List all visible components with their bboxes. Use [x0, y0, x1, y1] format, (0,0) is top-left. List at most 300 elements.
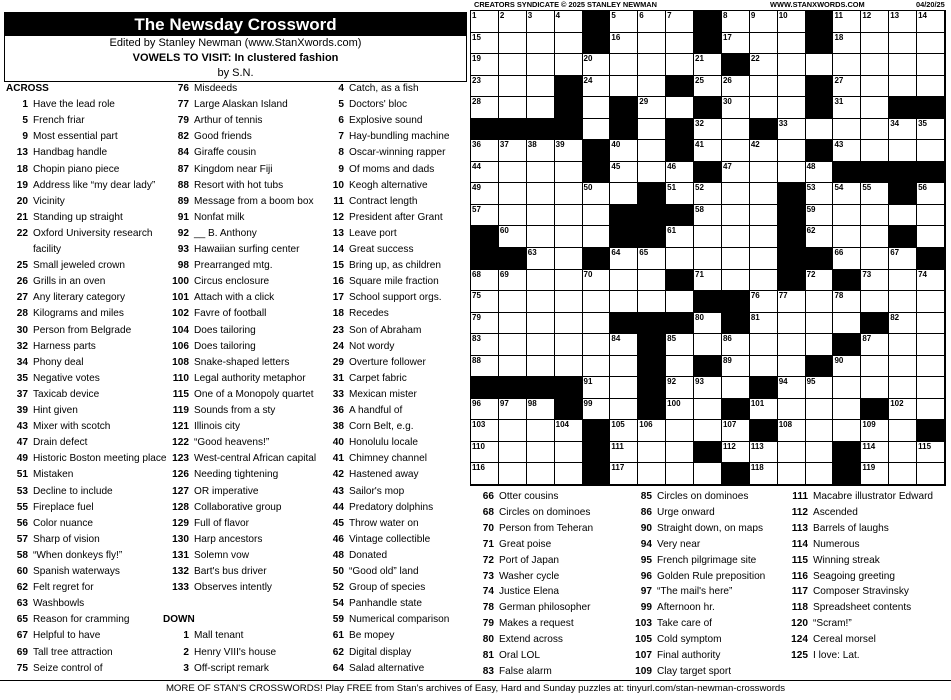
grid-cell[interactable]: [917, 313, 945, 335]
grid-cell[interactable]: [499, 205, 527, 227]
grid-cell[interactable]: [527, 97, 555, 119]
grid-cell[interactable]: [917, 442, 945, 464]
grid-cell[interactable]: [889, 140, 917, 162]
grid-cell[interactable]: [666, 33, 694, 55]
grid-block: [666, 205, 694, 227]
grid-cell[interactable]: [778, 76, 806, 98]
grid-cell[interactable]: [833, 76, 861, 98]
grid-cell[interactable]: [666, 399, 694, 421]
grid-cell[interactable]: [917, 33, 945, 55]
grid-cell[interactable]: [750, 334, 778, 356]
grid-cell[interactable]: [722, 270, 750, 292]
grid-cell[interactable]: [471, 33, 499, 55]
grid-cell[interactable]: [555, 226, 583, 248]
grid-cell[interactable]: [666, 54, 694, 76]
grid-cell[interactable]: [555, 183, 583, 205]
grid-cell[interactable]: [750, 205, 778, 227]
grid-cell[interactable]: [555, 313, 583, 335]
grid-cell[interactable]: [861, 356, 889, 378]
grid-cell[interactable]: [527, 334, 555, 356]
grid-cell[interactable]: [917, 334, 945, 356]
grid-cell[interactable]: [638, 97, 666, 119]
grid-cell[interactable]: [778, 291, 806, 313]
crossword-grid[interactable]: [470, 10, 946, 486]
grid-cell[interactable]: [833, 119, 861, 141]
grid-cell[interactable]: [555, 140, 583, 162]
grid-cell[interactable]: [778, 313, 806, 335]
grid-cell[interactable]: [833, 183, 861, 205]
grid-cell[interactable]: [555, 54, 583, 76]
grid-cell[interactable]: [638, 442, 666, 464]
grid-cell[interactable]: [499, 334, 527, 356]
grid-cell[interactable]: [806, 399, 834, 421]
grid-cell[interactable]: [610, 270, 638, 292]
grid-cell[interactable]: [638, 270, 666, 292]
grid-cell[interactable]: [694, 313, 722, 335]
clue-text: West-central African capital: [194, 453, 317, 465]
grid-cell[interactable]: [610, 377, 638, 399]
grid-cell[interactable]: [778, 140, 806, 162]
grid-cell[interactable]: [666, 356, 694, 378]
grid-cell[interactable]: [527, 183, 555, 205]
grid-cell[interactable]: [861, 33, 889, 55]
grid-cell[interactable]: [638, 162, 666, 184]
grid-cell[interactable]: [499, 97, 527, 119]
grid-cell[interactable]: [610, 54, 638, 76]
grid-cell[interactable]: [778, 54, 806, 76]
grid-cell[interactable]: [694, 54, 722, 76]
grid-cell[interactable]: [778, 119, 806, 141]
grid-cell[interactable]: [471, 11, 499, 33]
grid-cell[interactable]: [555, 162, 583, 184]
grid-cell[interactable]: [471, 270, 499, 292]
grid-cell[interactable]: [610, 162, 638, 184]
grid-cell[interactable]: [750, 399, 778, 421]
grid-cell[interactable]: [555, 11, 583, 33]
grid-cell[interactable]: [527, 205, 555, 227]
grid-cell[interactable]: [889, 11, 917, 33]
grid-cell[interactable]: [583, 313, 611, 335]
grid-cell[interactable]: [583, 270, 611, 292]
grid-cell[interactable]: [861, 226, 889, 248]
grid-cell[interactable]: [917, 399, 945, 421]
grid-cell[interactable]: [889, 399, 917, 421]
grid-cell[interactable]: [917, 205, 945, 227]
grid-cell[interactable]: [889, 33, 917, 55]
cell-number: 56: [918, 183, 928, 193]
grid-cell[interactable]: [638, 119, 666, 141]
grid-cell[interactable]: [806, 442, 834, 464]
grid-cell[interactable]: [889, 205, 917, 227]
grid-cell[interactable]: [499, 183, 527, 205]
grid-cell[interactable]: [610, 33, 638, 55]
grid-cell[interactable]: [778, 377, 806, 399]
grid-cell[interactable]: [833, 205, 861, 227]
grid-cell[interactable]: [722, 183, 750, 205]
grid-cell[interactable]: [666, 334, 694, 356]
grid-cell[interactable]: [750, 356, 778, 378]
grid-cell[interactable]: [889, 334, 917, 356]
grid-cell[interactable]: [750, 270, 778, 292]
grid-cell[interactable]: [806, 270, 834, 292]
grid-cell[interactable]: [722, 140, 750, 162]
grid-cell[interactable]: [499, 270, 527, 292]
grid-cell[interactable]: [666, 420, 694, 442]
grid-cell[interactable]: [778, 334, 806, 356]
grid-cell[interactable]: [889, 313, 917, 335]
grid-cell[interactable]: [610, 420, 638, 442]
grid-cell[interactable]: [499, 140, 527, 162]
grid-cell[interactable]: [583, 377, 611, 399]
grid-cell[interactable]: [806, 119, 834, 141]
grid-cell[interactable]: [527, 226, 555, 248]
grid-cell[interactable]: [638, 33, 666, 55]
clue-text: Fireplace fuel: [33, 501, 94, 513]
grid-cell[interactable]: [833, 226, 861, 248]
grid-cell[interactable]: [666, 248, 694, 270]
grid-cell[interactable]: [806, 313, 834, 335]
grid-cell[interactable]: [861, 442, 889, 464]
grid-cell[interactable]: [555, 270, 583, 292]
grid-cell[interactable]: [471, 97, 499, 119]
grid-cell[interactable]: [722, 226, 750, 248]
clue-text: Needing tightening: [194, 469, 279, 481]
clue-item: [163, 436, 269, 450]
grid-cell[interactable]: [583, 76, 611, 98]
grid-cell[interactable]: [917, 226, 945, 248]
grid-cell[interactable]: [806, 205, 834, 227]
grid-cell[interactable]: [555, 291, 583, 313]
grid-cell[interactable]: [471, 291, 499, 313]
grid-cell[interactable]: [499, 420, 527, 442]
grid-cell[interactable]: [889, 420, 917, 442]
grid-cell[interactable]: [666, 183, 694, 205]
grid-cell[interactable]: [694, 463, 722, 485]
grid-cell[interactable]: [638, 76, 666, 98]
grid-cell[interactable]: [499, 442, 527, 464]
grid-cell[interactable]: [806, 420, 834, 442]
grid-cell[interactable]: [694, 140, 722, 162]
grid-cell[interactable]: [722, 356, 750, 378]
grid-cell[interactable]: [666, 97, 694, 119]
grid-cell[interactable]: [694, 248, 722, 270]
grid-cell[interactable]: [889, 54, 917, 76]
grid-cell[interactable]: [583, 399, 611, 421]
grid-cell[interactable]: [555, 205, 583, 227]
grid-cell[interactable]: [471, 140, 499, 162]
grid-cell[interactable]: [471, 399, 499, 421]
grid-cell[interactable]: [833, 420, 861, 442]
grid-cell[interactable]: [889, 377, 917, 399]
grid-cell[interactable]: [694, 420, 722, 442]
grid-cell[interactable]: [694, 399, 722, 421]
grid-cell[interactable]: [722, 119, 750, 141]
grid-cell[interactable]: [527, 248, 555, 270]
grid-cell[interactable]: [638, 291, 666, 313]
grid-cell[interactable]: [778, 356, 806, 378]
grid-cell[interactable]: [471, 356, 499, 378]
grid-cell[interactable]: [499, 33, 527, 55]
grid-cell[interactable]: [527, 270, 555, 292]
grid-cell[interactable]: [638, 54, 666, 76]
grid-cell[interactable]: [610, 356, 638, 378]
grid-cell[interactable]: [750, 97, 778, 119]
grid-cell[interactable]: [889, 463, 917, 485]
grid-cell[interactable]: [917, 140, 945, 162]
grid-cell[interactable]: [778, 442, 806, 464]
grid-cell[interactable]: [610, 399, 638, 421]
grid-cell[interactable]: [583, 291, 611, 313]
grid-cell[interactable]: [806, 183, 834, 205]
grid-cell[interactable]: [861, 270, 889, 292]
grid-cell[interactable]: [861, 119, 889, 141]
grid-cell[interactable]: [666, 226, 694, 248]
clue-number: 55: [16, 501, 28, 513]
grid-cell[interactable]: [750, 162, 778, 184]
grid-cell[interactable]: [806, 226, 834, 248]
grid-cell[interactable]: [750, 291, 778, 313]
grid-cell[interactable]: [583, 97, 611, 119]
grid-cell[interactable]: [750, 313, 778, 335]
grid-cell[interactable]: [861, 291, 889, 313]
grid-cell[interactable]: [555, 33, 583, 55]
grid-cell[interactable]: [638, 248, 666, 270]
grid-cell[interactable]: [889, 442, 917, 464]
grid-cell[interactable]: [889, 248, 917, 270]
grid-cell[interactable]: [722, 33, 750, 55]
grid-cell[interactable]: [861, 463, 889, 485]
grid-cell[interactable]: [778, 11, 806, 33]
grid-cell[interactable]: [750, 54, 778, 76]
grid-cell[interactable]: [722, 377, 750, 399]
grid-cell[interactable]: [555, 463, 583, 485]
grid-cell[interactable]: [722, 97, 750, 119]
grid-cell[interactable]: [750, 76, 778, 98]
grid-cell[interactable]: [610, 463, 638, 485]
grid-cell[interactable]: [555, 248, 583, 270]
grid-cell[interactable]: [722, 205, 750, 227]
grid-cell[interactable]: [583, 119, 611, 141]
grid-cell[interactable]: [833, 33, 861, 55]
grid-cell[interactable]: [722, 334, 750, 356]
grid-cell[interactable]: [833, 248, 861, 270]
grid-cell[interactable]: [666, 463, 694, 485]
grid-cell[interactable]: [471, 420, 499, 442]
clue-item: [322, 82, 419, 96]
grid-cell[interactable]: [778, 463, 806, 485]
grid-cell[interactable]: [861, 97, 889, 119]
grid-cell[interactable]: [861, 248, 889, 270]
grid-cell[interactable]: [527, 33, 555, 55]
grid-cell[interactable]: [583, 54, 611, 76]
grid-cell[interactable]: [806, 54, 834, 76]
grid-cell[interactable]: [499, 54, 527, 76]
grid-cell[interactable]: [778, 420, 806, 442]
grid-cell[interactable]: [861, 183, 889, 205]
grid-cell[interactable]: [722, 442, 750, 464]
grid-cell[interactable]: [499, 76, 527, 98]
grid-cell[interactable]: [722, 162, 750, 184]
grid-cell[interactable]: [750, 442, 778, 464]
grid-cell[interactable]: [471, 313, 499, 335]
grid-cell[interactable]: [833, 291, 861, 313]
grid-cell[interactable]: [889, 291, 917, 313]
grid-cell[interactable]: [527, 420, 555, 442]
grid-cell[interactable]: [778, 399, 806, 421]
grid-cell[interactable]: [750, 183, 778, 205]
grid-cell[interactable]: [471, 205, 499, 227]
grid-cell[interactable]: [527, 291, 555, 313]
grid-cell[interactable]: [527, 162, 555, 184]
grid-cell[interactable]: [833, 140, 861, 162]
grid-cell[interactable]: [778, 97, 806, 119]
grid-cell[interactable]: [527, 76, 555, 98]
grid-cell[interactable]: [750, 226, 778, 248]
grid-cell[interactable]: [499, 463, 527, 485]
grid-cell[interactable]: [917, 377, 945, 399]
grid-cell[interactable]: [555, 420, 583, 442]
grid-cell[interactable]: [610, 140, 638, 162]
grid-cell[interactable]: [499, 226, 527, 248]
grid-cell[interactable]: [806, 334, 834, 356]
grid-cell[interactable]: [666, 291, 694, 313]
grid-cell[interactable]: [610, 76, 638, 98]
grid-cell[interactable]: [722, 11, 750, 33]
grid-cell[interactable]: [806, 463, 834, 485]
grid-cell[interactable]: [694, 377, 722, 399]
grid-cell[interactable]: [694, 226, 722, 248]
grid-cell[interactable]: [778, 33, 806, 55]
grid-cell[interactable]: [889, 119, 917, 141]
grid-cell[interactable]: [471, 334, 499, 356]
grid-cell[interactable]: [527, 356, 555, 378]
grid-cell[interactable]: [917, 11, 945, 33]
grid-cell[interactable]: [889, 76, 917, 98]
grid-cell[interactable]: [583, 334, 611, 356]
grid-cell[interactable]: [917, 356, 945, 378]
grid-cell[interactable]: [833, 97, 861, 119]
grid-cell[interactable]: [555, 442, 583, 464]
grid-cell[interactable]: [694, 270, 722, 292]
grid-cell[interactable]: [861, 76, 889, 98]
grid-cell[interactable]: [694, 334, 722, 356]
grid-cell[interactable]: [638, 463, 666, 485]
grid-cell[interactable]: [750, 248, 778, 270]
grid-cell[interactable]: [694, 183, 722, 205]
grid-cell[interactable]: [499, 313, 527, 335]
grid-cell[interactable]: [861, 377, 889, 399]
grid-cell[interactable]: [833, 356, 861, 378]
grid-cell[interactable]: [527, 140, 555, 162]
grid-cell[interactable]: [833, 399, 861, 421]
grid-cell[interactable]: [527, 463, 555, 485]
grid-cell[interactable]: [610, 442, 638, 464]
grid-cell[interactable]: [471, 463, 499, 485]
grid-cell[interactable]: [666, 11, 694, 33]
grid-cell[interactable]: [806, 377, 834, 399]
grid-cell[interactable]: [694, 205, 722, 227]
grid-cell[interactable]: [527, 442, 555, 464]
grid-cell[interactable]: [555, 334, 583, 356]
grid-cell[interactable]: [750, 33, 778, 55]
grid-cell[interactable]: [499, 356, 527, 378]
grid-cell[interactable]: [917, 119, 945, 141]
grid-cell[interactable]: [917, 54, 945, 76]
grid-cell[interactable]: [806, 162, 834, 184]
grid-cell[interactable]: [527, 54, 555, 76]
grid-cell[interactable]: [750, 463, 778, 485]
grid-cell[interactable]: [861, 205, 889, 227]
grid-cell[interactable]: [471, 162, 499, 184]
grid-cell[interactable]: [750, 140, 778, 162]
clue-text: Mistaken: [33, 469, 74, 481]
grid-cell[interactable]: [638, 140, 666, 162]
grid-cell[interactable]: [610, 11, 638, 33]
grid-cell[interactable]: [889, 356, 917, 378]
grid-cell[interactable]: [917, 463, 945, 485]
grid-cell[interactable]: [666, 162, 694, 184]
grid-cell[interactable]: [917, 270, 945, 292]
grid-cell[interactable]: [666, 442, 694, 464]
grid-cell[interactable]: [666, 377, 694, 399]
grid-cell[interactable]: [555, 356, 583, 378]
grid-cell[interactable]: [499, 11, 527, 33]
grid-cell[interactable]: [861, 420, 889, 442]
grid-cell[interactable]: [861, 11, 889, 33]
grid-cell[interactable]: [917, 291, 945, 313]
grid-cell[interactable]: [806, 291, 834, 313]
grid-cell[interactable]: [833, 313, 861, 335]
grid-cell[interactable]: [861, 54, 889, 76]
grid-cell[interactable]: [833, 11, 861, 33]
grid-cell[interactable]: [833, 54, 861, 76]
grid-cell[interactable]: [583, 226, 611, 248]
grid-cell[interactable]: [694, 76, 722, 98]
grid-cell[interactable]: [610, 334, 638, 356]
grid-cell[interactable]: [638, 420, 666, 442]
grid-cell[interactable]: [917, 76, 945, 98]
grid-cell[interactable]: [610, 291, 638, 313]
grid-cell[interactable]: [583, 356, 611, 378]
grid-cell[interactable]: [889, 270, 917, 292]
grid-cell[interactable]: [917, 183, 945, 205]
grid-cell[interactable]: [694, 119, 722, 141]
grid-cell[interactable]: [583, 183, 611, 205]
grid-cell[interactable]: [499, 399, 527, 421]
grid-cell[interactable]: [778, 162, 806, 184]
grid-cell[interactable]: [499, 162, 527, 184]
grid-cell[interactable]: [471, 54, 499, 76]
grid-cell[interactable]: [610, 248, 638, 270]
grid-cell[interactable]: [861, 140, 889, 162]
grid-cell[interactable]: [610, 183, 638, 205]
grid-cell[interactable]: [638, 11, 666, 33]
grid-cell[interactable]: [722, 420, 750, 442]
grid-cell[interactable]: [471, 76, 499, 98]
grid-cell[interactable]: [833, 377, 861, 399]
grid-cell[interactable]: [861, 334, 889, 356]
grid-cell[interactable]: [750, 11, 778, 33]
grid-cell[interactable]: [527, 11, 555, 33]
grid-cell[interactable]: [722, 76, 750, 98]
grid-cell[interactable]: [583, 205, 611, 227]
grid-cell[interactable]: [722, 248, 750, 270]
grid-cell[interactable]: [527, 399, 555, 421]
grid-cell[interactable]: [471, 183, 499, 205]
grid-cell[interactable]: [527, 313, 555, 335]
grid-cell[interactable]: [499, 291, 527, 313]
grid-cell[interactable]: [471, 442, 499, 464]
